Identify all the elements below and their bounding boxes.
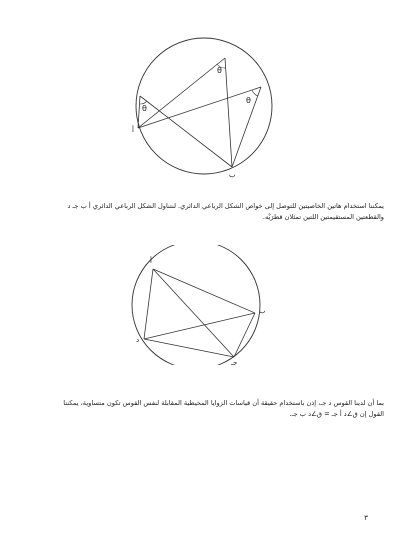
- vertex-label-c: جـ: [231, 359, 238, 365]
- page-number: ٣: [364, 514, 368, 522]
- vertex-label-a: أ: [132, 126, 134, 134]
- theta-label-left: θ: [142, 104, 147, 113]
- cyclic-quadrilateral-figure: [0, 245, 400, 365]
- chord-right-to-a: [138, 87, 261, 128]
- side-d-a: [144, 269, 153, 339]
- vertex-label-b: ب: [259, 307, 266, 315]
- inscribed-angles-figure: [0, 0, 400, 185]
- vertex-label-b: ب: [229, 171, 236, 179]
- chord-top-to-a: [138, 58, 225, 128]
- side-c-d: [144, 339, 234, 357]
- paragraph-1: [38, 201, 384, 223]
- paragraph-2: [38, 398, 384, 420]
- paragraph-1-line-2: والقطعتين المستقيمتين اللتين تمثلان قطرَيْه.: [262, 213, 384, 221]
- theta-label-right: θ: [246, 96, 251, 105]
- angle-arc-right: [252, 90, 258, 96]
- side-b-c: [234, 313, 255, 357]
- paragraph-2-line-1: بما أن لدينا القوس د جـ، إذن باستخدام حقيقة أن قياسات الزوايا المحيطية المقابلة لنفس القوس تكون متساوية، يمكننا: [63, 399, 384, 407]
- diagonal-b-d: [144, 313, 255, 339]
- side-a-b: [153, 269, 255, 313]
- chord-left-to-b: [140, 96, 232, 167]
- vertex-label-d: د: [136, 336, 140, 344]
- paragraph-2-line-2: القول إن ق∠د أ جـ = ق∠د ب جـ.: [289, 410, 384, 418]
- vertex-label-a: أ: [150, 257, 152, 265]
- diagonal-a-c: [153, 269, 234, 357]
- chord-top-to-b: [225, 58, 232, 167]
- chord-left-to-a: [138, 96, 140, 128]
- paragraph-1-line-1: يمكننا استخدام هاتين الخاصيتين للتوصل إلى خواص الشكل الرباعي الدائري. لنتناول الشكل الرباعي الدائري أ ب جـ د: [67, 202, 384, 210]
- theta-label-top: θ: [217, 66, 222, 75]
